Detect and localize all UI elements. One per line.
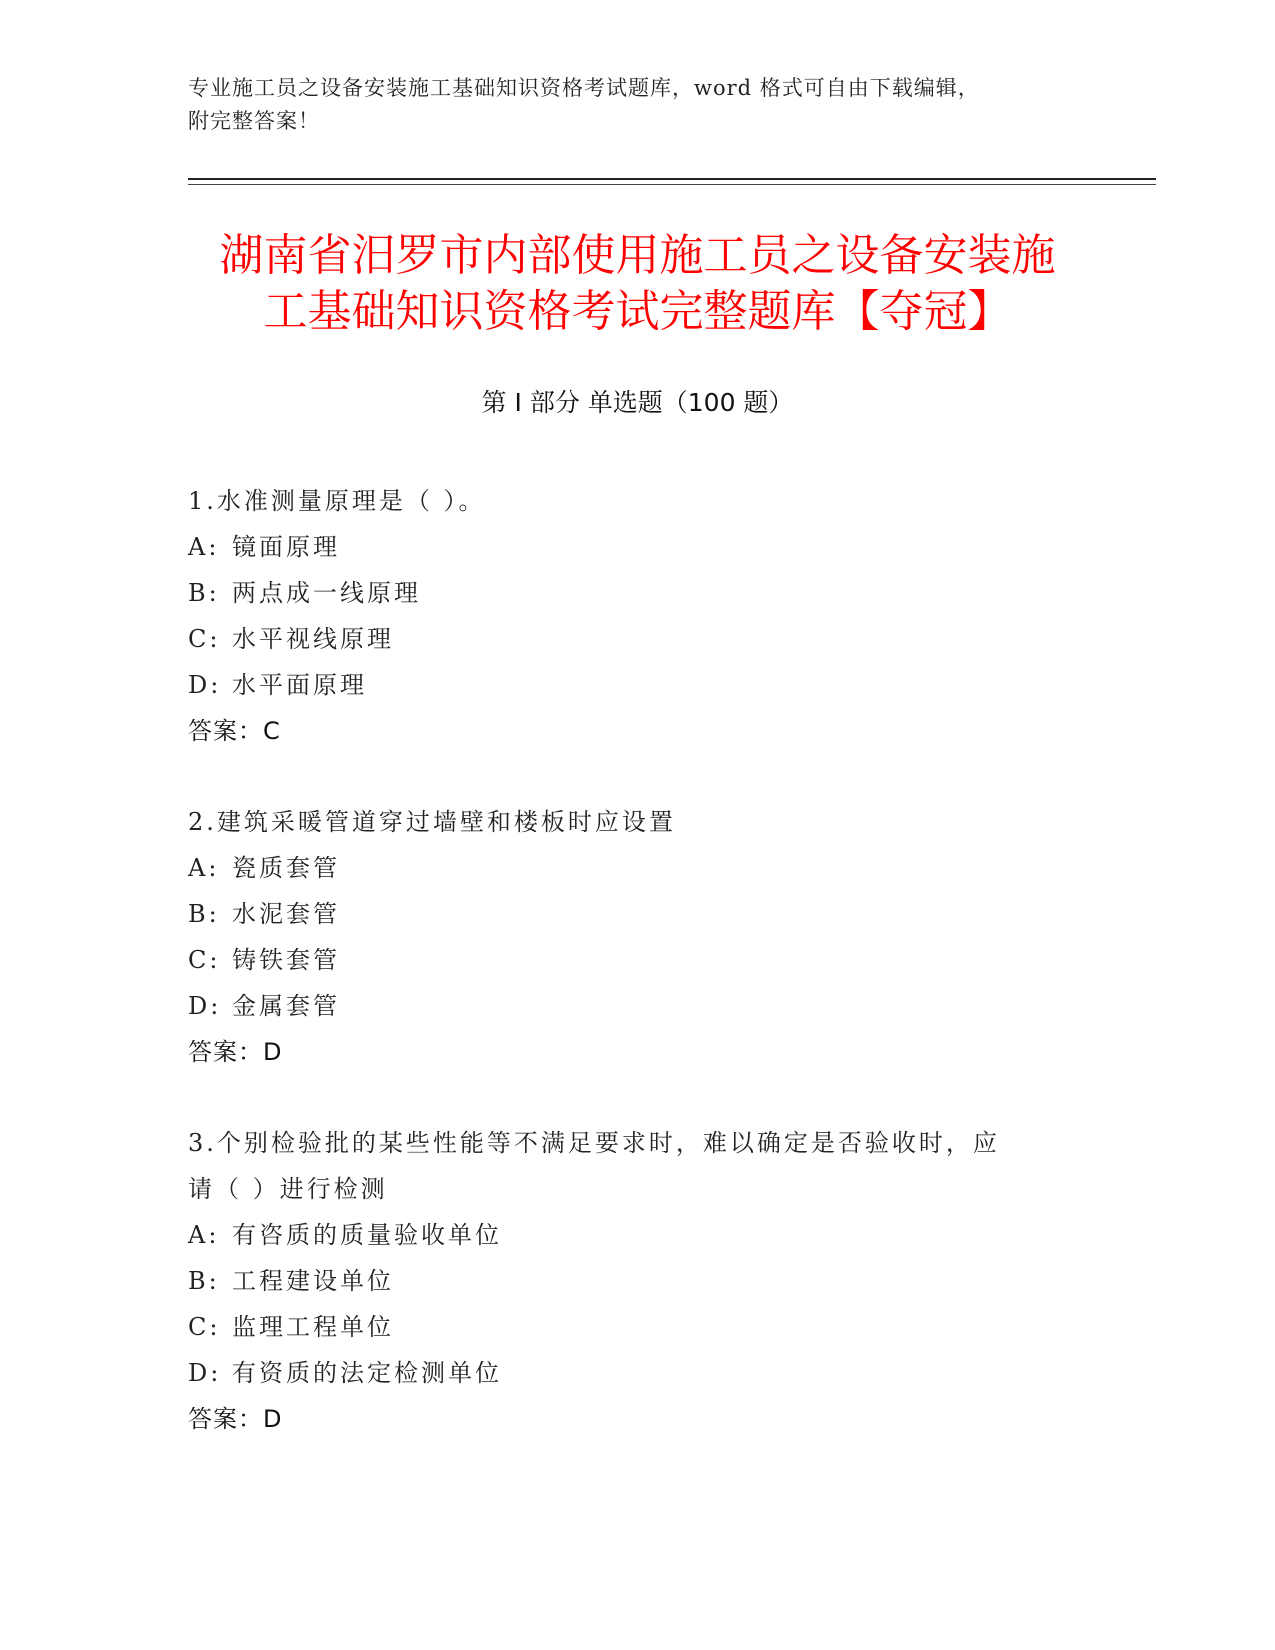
option-letter: A:: [188, 1221, 220, 1249]
question-stem-line-1: 3.个别检验批的某些性能等不满足要求时，难以确定是否验收时，应: [188, 1129, 1000, 1157]
option-b: [188, 570, 1088, 616]
option-a: [188, 1212, 1088, 1258]
option-text: 瓷质套管: [232, 854, 340, 882]
option-letter: D:: [188, 992, 222, 1020]
option-b: [188, 891, 1088, 937]
option-letter: A:: [188, 854, 220, 882]
option-text: 工程建设单位: [232, 1267, 394, 1295]
option-d: [188, 983, 1088, 1029]
answer-line: 答案：D: [188, 1405, 283, 1433]
option-letter: D:: [188, 671, 222, 699]
option-text: 水平面原理: [232, 671, 367, 699]
option-text: 金属套管: [232, 992, 340, 1020]
option-text: 水平视线原理: [232, 625, 394, 653]
option-letter: B:: [188, 900, 220, 928]
question-list: [188, 478, 1088, 1487]
option-letter: D:: [188, 1359, 222, 1387]
option-text: 铸铁套管: [232, 946, 340, 974]
section-title: 第 I 部分 单选题（100 题）: [481, 388, 794, 417]
document-header-note: [188, 72, 1068, 138]
option-letter: B:: [188, 1267, 220, 1295]
document-title-line-1: 湖南省汨罗市内部使用施工员之设备安装施: [219, 230, 1056, 281]
header-note-line-2: 附完整答案！: [188, 109, 320, 133]
question-2: [188, 799, 1088, 1075]
option-letter: C:: [188, 946, 221, 974]
option-a: [188, 845, 1088, 891]
option-text: 镜面原理: [232, 533, 340, 561]
option-letter: A:: [188, 533, 220, 561]
option-c: [188, 1304, 1088, 1350]
option-c: [188, 616, 1088, 662]
option-d: [188, 1350, 1088, 1396]
option-letter: C:: [188, 625, 221, 653]
option-text: 有咨质的质量验收单位: [232, 1221, 502, 1249]
answer-line: 答案：C: [188, 717, 281, 745]
option-a: [188, 524, 1088, 570]
option-d: [188, 662, 1088, 708]
header-note-line-1: 专业施工员之设备安装施工基础知识资格考试题库，word 格式可自由下载编辑，: [188, 76, 980, 100]
document-title: [150, 228, 1125, 340]
question-1: [188, 478, 1088, 754]
header-divider-thin: [188, 184, 1156, 185]
option-letter: C:: [188, 1313, 221, 1341]
header-divider-thick: [188, 178, 1156, 180]
question-stem-line-2: 请（ ）进行检测: [188, 1175, 388, 1203]
option-b: [188, 1258, 1088, 1304]
document-title-line-2: 工基础知识资格考试完整题库【夺冠】: [263, 286, 1012, 337]
question-stem: 2.建筑采暖管道穿过墙壁和楼板时应设置: [188, 808, 676, 836]
option-letter: B:: [188, 579, 220, 607]
question-stem: 1.水准测量原理是（ ）。: [188, 487, 486, 515]
option-text: 水泥套管: [232, 900, 340, 928]
option-text: 两点成一线原理: [232, 579, 421, 607]
option-text: 有资质的法定检测单位: [232, 1359, 502, 1387]
option-c: [188, 937, 1088, 983]
answer-line: 答案：D: [188, 1038, 283, 1066]
question-3: [188, 1120, 1088, 1442]
option-text: 监理工程单位: [232, 1313, 394, 1341]
